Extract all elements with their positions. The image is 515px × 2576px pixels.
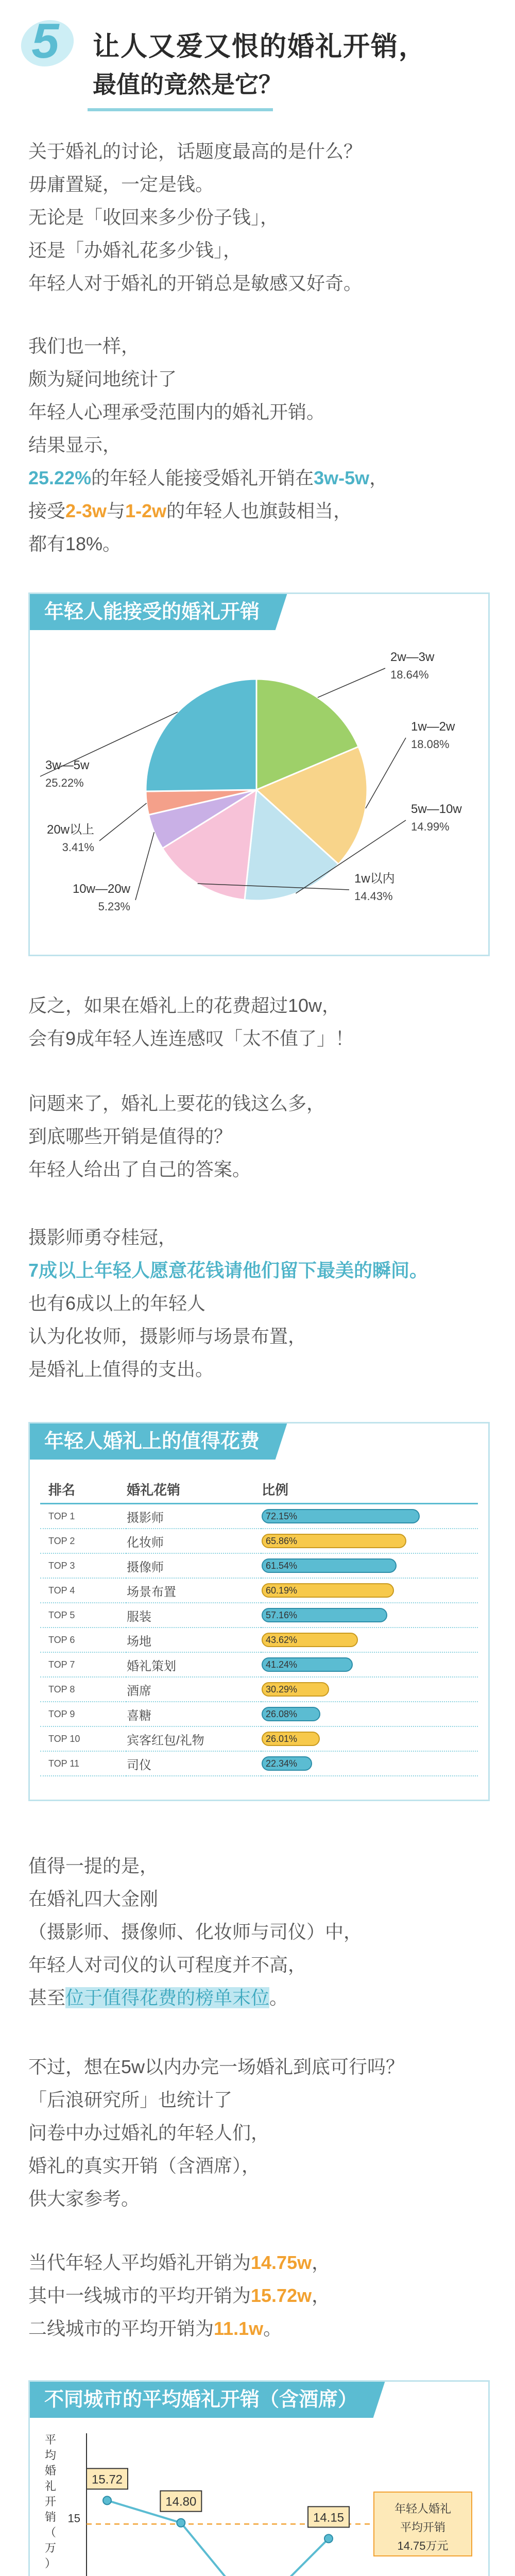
- avg-line: [28, 2312, 492, 2345]
- avg-line: [28, 2246, 492, 2279]
- ranking-row: [40, 1726, 478, 1751]
- pie-slice-label: 3w—5w: [45, 758, 90, 772]
- svg-text:5: 5: [31, 13, 59, 69]
- pie-slice-label: 1w—2w: [411, 720, 455, 734]
- contrast-line: 会有9成年轻人连连感叹「太不值了」！: [28, 1028, 354, 1049]
- intro-line: 无论是「收回来多少份子钱」，: [28, 207, 279, 228]
- pie-slice-percent: 3.41%: [62, 841, 94, 854]
- data-point: [324, 2534, 333, 2543]
- intro-line: 毋庸置疑，一定是钱。: [28, 174, 214, 195]
- ranking-bar: [262, 1707, 320, 1721]
- series-line: [107, 2500, 329, 2576]
- worth-line: 年轻人对司仪的认可程度并不高，: [28, 1954, 307, 1975]
- survey-line: 我们也一样，: [28, 335, 140, 357]
- data-label: 14.80: [165, 2495, 197, 2509]
- title-underline: [88, 108, 273, 111]
- y-axis-label-char: 平: [44, 2433, 57, 2446]
- avg-value: 14.75w: [251, 2252, 312, 2273]
- ranking-percent: 26.08%: [266, 1709, 298, 1720]
- ranking-title: 年轻人婚礼上的值得花费: [30, 1423, 274, 1460]
- ranking-row: [40, 1603, 478, 1628]
- ranking-ratio-cell: [261, 1603, 478, 1628]
- ranking-header-row: [40, 1475, 478, 1504]
- ranking-rank: TOP 9: [40, 1702, 126, 1726]
- budget-line: 婚礼的真实开销（含酒席），: [28, 2155, 261, 2176]
- question-line: 问题来了，婚礼上要花的钱这么多，: [28, 1093, 325, 1114]
- data-point: [177, 2519, 185, 2527]
- survey-text: 与: [107, 500, 126, 521]
- reference-label-text: 14.75万元: [397, 2539, 449, 2553]
- pie-slice-label: 20w以上: [46, 823, 94, 837]
- highlight-range: 3w-5w: [314, 467, 370, 488]
- pie-chart-card: [28, 592, 490, 956]
- contrast-paragraph: [28, 989, 492, 1055]
- ranking-item: 摄像师: [126, 1553, 261, 1578]
- pie-leader-line: [135, 832, 154, 900]
- ranking-bar: [262, 1583, 394, 1598]
- data-label: 15.72: [91, 2472, 123, 2487]
- ranking-ratio-cell: [261, 1751, 478, 1776]
- ranking-item: 场地: [126, 1628, 261, 1652]
- avg-line: [28, 2279, 492, 2312]
- worth-line: [28, 1981, 492, 2014]
- ranking-row: [40, 1751, 478, 1776]
- budget-line: 不过，想在5w以内办完一场婚礼到底可行吗？: [28, 2056, 405, 2077]
- ranking-percent: 60.19%: [266, 1585, 298, 1596]
- ranking-bar: [262, 1633, 358, 1647]
- ranking-ratio-cell: [261, 1529, 478, 1553]
- ranking-item: 摄影师: [126, 1504, 261, 1529]
- question-line: 到底哪些开销是值得的？: [28, 1126, 233, 1147]
- ranking-item: 喜糖: [126, 1702, 261, 1726]
- highlight-range: 1-2w: [125, 500, 167, 521]
- data-point: [103, 2496, 111, 2504]
- ranking-item: 宾客红包/礼物: [126, 1726, 261, 1751]
- y-axis-label-char: （: [44, 2526, 57, 2539]
- highlight-percent: 25.22%: [28, 467, 92, 488]
- ranking-item: 场景布置: [126, 1578, 261, 1603]
- ranking-rank: TOP 8: [40, 1677, 126, 1702]
- y-axis-label-char: 开: [44, 2495, 57, 2508]
- pie-slice-label: 5w—10w: [411, 802, 462, 816]
- pie-chart: [30, 635, 485, 950]
- ranking-rank: TOP 11: [40, 1751, 126, 1776]
- ranking-row: [40, 1702, 478, 1726]
- budget-paragraph: [28, 2050, 492, 2215]
- ranking-item: 司仪: [126, 1751, 261, 1776]
- intro-paragraph: [28, 135, 492, 300]
- pie-leader-line: [366, 738, 406, 808]
- ranking-percent: 72.15%: [266, 1511, 298, 1522]
- survey-line: [28, 462, 492, 495]
- header-ratio: 比例: [261, 1475, 478, 1504]
- ranking-percent: 43.62%: [266, 1635, 298, 1646]
- section-title-line2: 最值的竟然是它？: [93, 71, 282, 98]
- worth-line: 值得一提的是，: [28, 1855, 159, 1876]
- ranking-percent: 57.16%: [266, 1610, 298, 1621]
- ranking-item: 化妆师: [126, 1529, 261, 1553]
- ranking-ratio-cell: [261, 1702, 478, 1726]
- section-number-badge: [15, 10, 77, 72]
- ranking-percent: 26.01%: [266, 1734, 298, 1744]
- ranking-row: [40, 1553, 478, 1578]
- worth-paragraph: [28, 1850, 492, 2014]
- ranking-bar: [262, 1534, 406, 1548]
- pie-leader-line: [318, 668, 385, 698]
- pie-slice-percent: 5.23%: [98, 900, 130, 913]
- photo-line: 也有6成以上的年轻人: [28, 1293, 206, 1314]
- section-header: [15, 5, 500, 129]
- worth-line: （摄影师、摄像师、化妆师与司仪）中，: [28, 1921, 363, 1942]
- line-chart-card: [28, 2380, 490, 2576]
- intro-line: 还是「办婚礼花多少钱」，: [28, 240, 242, 261]
- survey-text: 的年轻人能接受婚礼开销在: [91, 467, 314, 488]
- pie-leader-line: [99, 803, 147, 841]
- ranking-bar: [262, 1509, 420, 1523]
- pie-slice-label: 2w—3w: [390, 650, 435, 664]
- ranking-ratio-cell: [261, 1578, 478, 1603]
- photo-line: 摄影师勇夺桂冠，: [28, 1227, 177, 1248]
- survey-line: 结果显示，: [28, 434, 122, 455]
- ranking-card: [28, 1422, 490, 1801]
- survey-text: 的年轻人也旗鼓相当，: [166, 500, 352, 521]
- y-axis-label-char: 销: [44, 2511, 57, 2523]
- ranking-ratio-cell: [261, 1677, 478, 1702]
- photo-line: 是婚礼上值得的支出。: [28, 1359, 214, 1380]
- ranking-rank: TOP 7: [40, 1652, 126, 1677]
- ranking-rank: TOP 4: [40, 1578, 126, 1603]
- y-axis-label-char: 婚: [44, 2464, 57, 2477]
- survey-line: 都有18%。: [28, 533, 122, 554]
- data-label: 14.15: [313, 2511, 345, 2525]
- avg-text: ，: [312, 2252, 331, 2273]
- pie-slice-label: 10w—20w: [72, 882, 130, 896]
- ranking-table: [40, 1475, 478, 1776]
- survey-line: 颇为疑问地统计了: [28, 368, 177, 389]
- ranking-percent: 61.54%: [266, 1561, 298, 1571]
- pie-slice-percent: 18.08%: [411, 738, 450, 751]
- ranking-item: 服装: [126, 1603, 261, 1628]
- y-axis-label-char: 礼: [44, 2480, 57, 2493]
- y-axis-label-char: 万: [44, 2541, 57, 2554]
- avg-text: 当代年轻人平均婚礼开销为: [28, 2252, 251, 2273]
- ranking-item: 婚礼策划: [126, 1652, 261, 1677]
- survey-text: 接受: [28, 500, 66, 521]
- ranking-row: [40, 1504, 478, 1529]
- ranking-bar: [262, 1732, 320, 1746]
- y-axis-label-char: ）: [44, 2557, 57, 2570]
- ranking-percent: 65.86%: [266, 1536, 298, 1547]
- avg-text: 二线城市的平均开销为: [28, 2318, 214, 2339]
- header-item: 婚礼花销: [126, 1475, 261, 1504]
- ranking-bar: [262, 1558, 397, 1573]
- pie-chart-title: 年轻人能接受的婚礼开销: [30, 594, 274, 630]
- pie-slice-percent: 25.22%: [45, 776, 84, 789]
- intro-line: 年轻人对于婚礼的开销总是敏感又好奇。: [28, 273, 363, 294]
- survey-line: [28, 495, 492, 528]
- pie-slice-label: 1w以内: [354, 872, 395, 886]
- ranking-rank: TOP 6: [40, 1628, 126, 1652]
- pie-slice-percent: 14.99%: [411, 820, 450, 833]
- highlight-range: 2-3w: [65, 500, 107, 521]
- pie-slice-percent: 18.64%: [390, 668, 429, 681]
- ranking-ratio-cell: [261, 1726, 478, 1751]
- ranking-ratio-cell: [261, 1553, 478, 1578]
- survey-line: 年轻人心理承受范围内的婚礼开销。: [28, 401, 325, 422]
- pie-slice-percent: 14.43%: [354, 890, 393, 903]
- avg-value: 11.1w: [214, 2318, 264, 2339]
- avg-value: 15.72w: [251, 2285, 312, 2306]
- photographer-paragraph: [28, 1221, 492, 1386]
- line-chart: [30, 2423, 485, 2576]
- ranking-bar: [262, 1608, 387, 1622]
- survey-text: ，: [369, 467, 388, 488]
- ranking-rank: TOP 5: [40, 1603, 126, 1628]
- line-chart-title: 不同城市的平均婚礼开销（含酒席）: [30, 2382, 372, 2418]
- photo-line: 认为化妆师，摄影师与场景布置，: [28, 1326, 307, 1347]
- worth-text: 。: [269, 1987, 288, 2008]
- ranking-percent: 30.29%: [266, 1684, 298, 1695]
- ranking-ratio-cell: [261, 1628, 478, 1652]
- y-axis-label-char: 均: [44, 2449, 57, 2462]
- ranking-bar: [262, 1657, 353, 1672]
- worth-line: 在婚礼四大金刚: [28, 1888, 159, 1909]
- avg-text: ，: [312, 2285, 331, 2306]
- ranking-percent: 41.24%: [266, 1659, 298, 1670]
- question-line: 年轻人给出了自己的答案。: [28, 1159, 251, 1180]
- ranking-row: [40, 1578, 478, 1603]
- ranking-percent: 22.34%: [266, 1758, 298, 1769]
- reference-label-text: 平均开销: [400, 2521, 446, 2534]
- ranking-rank: TOP 1: [40, 1504, 126, 1529]
- ranking-bar: [262, 1682, 329, 1697]
- budget-line: 供大家参考。: [28, 2188, 140, 2209]
- avg-text: 。: [263, 2318, 282, 2339]
- worth-text: 甚至: [28, 1987, 66, 2008]
- photo-line: 7成以上年轻人愿意花钱请他们留下最美的瞬间。: [28, 1260, 428, 1281]
- avg-text: 其中一线城市的平均开销为: [28, 2285, 251, 2306]
- contrast-line: 反之，如果在婚礼上的花费超过10w，: [28, 995, 341, 1016]
- ranking-rank: TOP 10: [40, 1726, 126, 1751]
- ranking-ratio-cell: [261, 1504, 478, 1529]
- ranking-row: [40, 1529, 478, 1553]
- y-tick-label: 15: [67, 2512, 80, 2525]
- ranking-rank: TOP 2: [40, 1529, 126, 1553]
- pie-slice: [146, 679, 256, 791]
- ranking-row: [40, 1628, 478, 1652]
- average-paragraph: [28, 2246, 492, 2345]
- section-title-line1: 让人又爱又恨的婚礼开销，: [93, 32, 427, 62]
- budget-line: 问卷中办过婚礼的年轻人们，: [28, 2122, 270, 2143]
- ranking-row: [40, 1677, 478, 1702]
- intro-line: 关于婚礼的讨论，话题度最高的是什么？: [28, 141, 363, 162]
- header-rank: 排名: [40, 1475, 126, 1504]
- survey-paragraph: [28, 330, 492, 561]
- ranking-row: [40, 1652, 478, 1677]
- ranking-rank: TOP 3: [40, 1553, 126, 1578]
- reference-label-text: 年轻人婚礼: [394, 2502, 452, 2516]
- ranking-bar: [262, 1756, 312, 1771]
- budget-line: 「后浪研究所」也统计了: [28, 2089, 233, 2110]
- question-paragraph: [28, 1087, 492, 1186]
- ranking-item: 酒席: [126, 1677, 261, 1702]
- highlight-last-place: 位于值得花费的榜单末位: [65, 1987, 270, 2008]
- ranking-ratio-cell: [261, 1652, 478, 1677]
